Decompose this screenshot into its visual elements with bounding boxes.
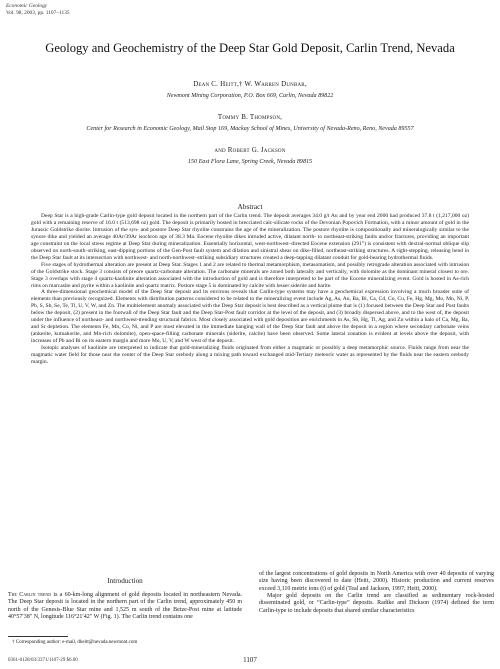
author-names-3: and Robert G. Jackson — [214, 146, 286, 154]
author-names-1: Dean C. Heitt,† W. Warren Dunbar, — [193, 80, 307, 88]
introduction-lead: The Carlin trend — [8, 592, 52, 598]
footer-issn: 0361-0128/03/3371/1107-29 $6.00 — [8, 658, 78, 663]
abstract-body — [31, 213, 469, 366]
introduction-paragraph — [8, 592, 242, 621]
introduction-right-paragraph-1: of the largest concentrations of gold deposits in North America with over 40 deposits of varying size having been discovered to date (Heitt, 2000). Historic production and current reserves exceed 3,110 metric tons (t) of gold (Teal and Jackson, 1997; Heitt, 2000). — [259, 571, 494, 592]
journal-name: Economic Geology — [6, 3, 48, 9]
author-names-2: Tommy B. Thompson, — [217, 113, 283, 121]
abstract-paragraph: Five stages of hydrothermal alteration are present at Deep Star. Stages 1 and 2 are related to thermal metamorphism, metasomatism, and possibly retrograde alteration associated with intrusion of the Goldstrike stock. Stage 3 consists of preore quartz-carbonate alteration. The carbonate minerals are zoned both laterally and vertically, with dolomite as the dominant mineral closest to ore. Stage 3 overlaps with stage 4 quartz-kaolinite alteration associated with the introduction of gold and is therefore interpreted to be part of the Eocene mineralizing event. Gold is hosted in As-rich rims on marcasite and pyrite within a kaolinite and quartz matrix. Postore stage 5 is dominated by calcite with lesser siderite and barite. — [31, 261, 469, 289]
introduction-left-text: is a 60-km-long alignment of gold deposits located in northeastern Nevada. The Deep Star deposit is located in the northern part of the Carlin trend, approximately 450 m north of the Genesis-Blue Star mine and 1,525 m south of the Betze-Post mine at latitude 40°57′38″ N, longitude 116°21′42″ W (Fig. 1). The Carlin trend contains one — [8, 592, 242, 621]
affiliation-1: Newmont Mining Corporation, P.O. Box 669, Carlin, Nevada 89822 — [166, 93, 334, 99]
abstract-heading: Abstract — [237, 202, 263, 211]
paper-title: Geology and Geochemistry of the Deep Star Gold Deposit, Carlin Trend, Nevada — [45, 41, 455, 55]
journal-citation: Vol. 98, 2003, pp. 1107–1135 — [6, 9, 70, 16]
abstract-paragraph: Isotopic analyses of kaolinite are interpreted to indicate that gold-mineralizing fluids originated from either a magmatic or possibly a deep metamorphic source. Fluids range from near the magmatic water field for those near the center of the Deep Star orebody along a mixing path toward exchanged mid-Tertiary meteoric water as represented by the fluids near the eastern orebody margin. — [31, 345, 469, 366]
page-number: 1107 — [243, 656, 257, 664]
abstract-paragraph: A three-dimensional geochemical model of the Deep Star deposit and its environs reveals that Carlin-type systems may have a geochemical expression involving a much broader suite of elements than previously recognized. Elements with distribution patterns considered to be related to the mineralizing event include Ag, As, Au, Ba, Bi, Ca, Cd, Co, Cu, Fe, Hg, Mg, Mo, Mn, Ni, P, Pb, S, Sb, Se, Te, Tl, U, V, W, and Zn. The multielement anomaly associated with the Deep Star deposit is best described as a vertical plume that is (1) focused between the Deep Star and Post faults below the deposit, (2) present in the footwall of the Deep Star fault and the Deep Star-Post fault corridor at the level of the deposit, and (3) broadly dispersed above, and to the west of, the deposit under the influence of northeast- and northwest-trending structural fabrics. Most closely associated with gold deposition are enrichments in As, Sb, Hg, Tl, Ag, and Zn within a halo of Ca, Mg, Ba, and Sr depletion. The elements Fe, Mn, Co, Ni, and P are most elevated in the immediate hanging wall of the Deep Star fault and above the deposit in a region where secondary carbonate veins (ankerite, kutnahorite, and Mn-rich dolomite), open-space-filling carbonate minerals (siderite, calcite) have been observed. Some lateral zonation is evident at levels above the deposit, with increases of Pb and Bi on its eastern margin and more Mo, U, V, and W west of the deposit. — [31, 289, 469, 345]
introduction-right-paragraph-2: Major gold deposits on the Carlin trend are classified as sedimentary rock-hosted disseminated gold, or “Carlin-type” deposits. Radtke and Dickson (1974) defined the term Carlin-type to include deposits that shared similar characteristics — [259, 593, 494, 614]
affiliation-3: 150 East Flora Lane, Spring Creek, Nevada 89815 — [187, 159, 313, 165]
affiliation-2: Center for Research in Economic Geology, Mail Stop 169, Mackay School of Mines, University of Nevada-Reno, Reno, Nevada 89557 — [86, 126, 414, 132]
author-line-2 — [0, 113, 500, 122]
footnote-divider — [8, 636, 68, 637]
right-column — [259, 571, 494, 615]
introduction-heading: Introduction — [107, 577, 143, 585]
abstract-paragraph: Deep Star is a high-grade Carlin-type gold deposit located in the northern part of the Carlin trend. The deposit averages 34.0 g/t Au and by year end 2000 had produced 37.8 t (1,217,000 oz) gold with a remaining reserve of 16.0 t (513,698 oz) gold. The deposit is primarily hosted in brecciated calc-silicate rocks of the Devonian Popovich Formation, with a minor amount of gold in the Jurassic Goldstrike diorite. Intrusion of the syn- and postore Deep Star rhyolite constrains the age of the mineralization. The postore rhyolite is compositionally and mineralogically similar to the synore dike and yielded an average 40Ar/39Ar isochron age of 38.3 Ma. Eocene rhyolite dikes intruded active, dilatant north- to northeast-striking faults and/or fractures, providing an important age constraint on the local stress regime at Deep Star during mineralization. Essentially horizontal, west-northwest–directed Eocene extension (291°) is consistent with dextral-normal oblique slip observed on north-south–striking, east-dipping portions of the Gen-Post fault system and dilation and sinistral shear on dike-filled, northeast-striking structures. A right-stepping, releasing bend in the Deep Star fault at its intersection with northwest- and north-northwest–striking subsidiary structures created a deep-tapping dilatant conduit for gold-bearing hydrothermal fluids. — [31, 213, 469, 261]
author-line-3 — [0, 146, 500, 155]
author-line-1 — [0, 80, 500, 89]
journal-header — [6, 3, 70, 16]
left-column — [8, 577, 242, 621]
footnote: † Corresponding author: e-mail, dheitt@nevada.newmont.com — [12, 640, 138, 645]
